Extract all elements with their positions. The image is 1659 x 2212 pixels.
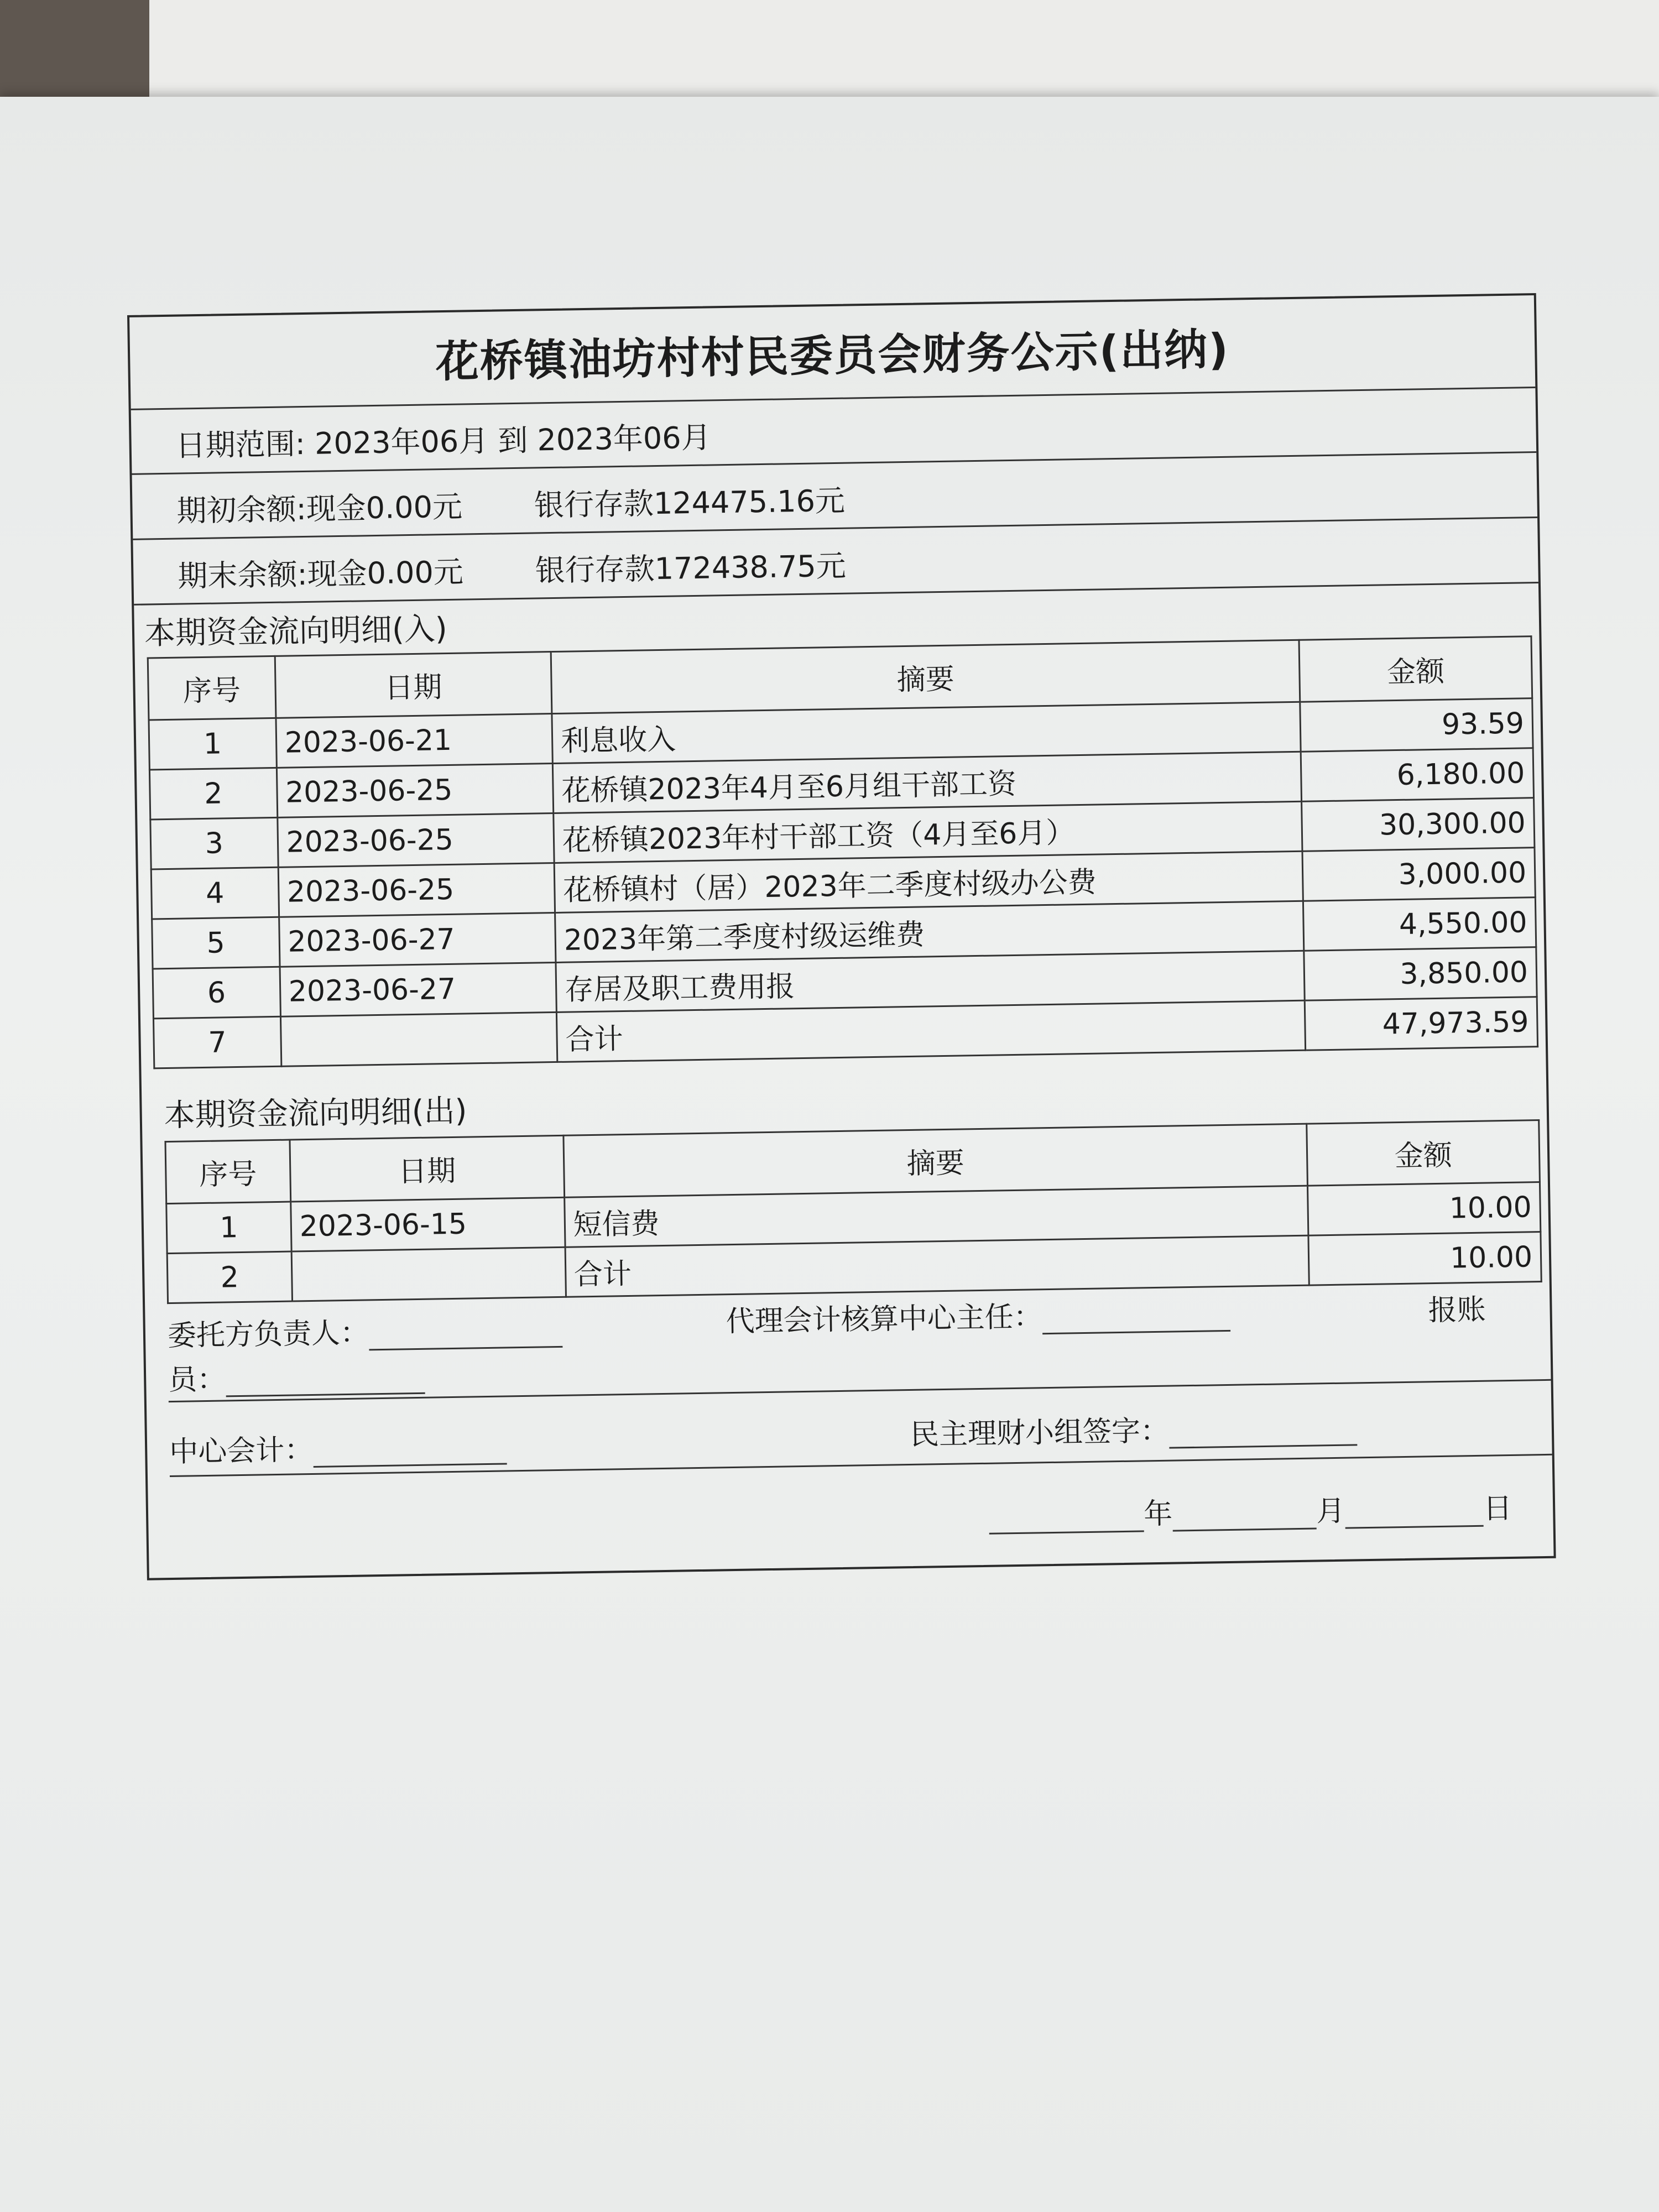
row-amount: 3,850.00 (1304, 947, 1537, 1001)
client-signature (167, 1306, 562, 1354)
header-idx: 序号 (148, 656, 275, 720)
report-title: 花桥镇油坊村村民委员会财务公示(出纳) (129, 295, 1535, 410)
row-summary: 存居及职工费用报 (556, 951, 1305, 1012)
row-amount: 47,973.59 (1305, 997, 1538, 1051)
year-label: 年 (1143, 1497, 1173, 1531)
header-date: 日期 (290, 1135, 564, 1202)
row-idx: 6 (153, 967, 280, 1019)
row-idx: 5 (152, 917, 280, 969)
row-date (291, 1247, 566, 1301)
row-summary: 2023年第二季度村级运维费 (555, 901, 1305, 962)
header-summary: 摘要 (563, 1124, 1307, 1197)
reimburse-label: 报账 (1428, 1293, 1486, 1328)
date-blanks (989, 1485, 1512, 1535)
month-label: 月 (1316, 1494, 1345, 1528)
income-section-title: 本期资金流向明细(入) (144, 611, 448, 652)
row-date: 2023-06-25 (278, 863, 555, 917)
opening-cash: 现金0.00元 (306, 489, 463, 526)
row-amount: 10.00 (1308, 1182, 1541, 1236)
staff-signature (168, 1353, 425, 1398)
row-date: 2023-06-27 (279, 912, 556, 967)
democratic-group-signature (910, 1404, 1357, 1453)
row-amount: 93.59 (1300, 698, 1533, 752)
row-date: 2023-06-25 (276, 764, 554, 818)
header-date: 日期 (275, 652, 552, 718)
row-amount: 10.00 (1308, 1232, 1541, 1286)
row-summary: 短信费 (564, 1186, 1308, 1247)
closing-label: 期末余额: (177, 556, 308, 594)
row-date: 2023-06-25 (277, 813, 554, 868)
row-date: 2023-06-27 (280, 962, 557, 1016)
staff-signature-label: 员： (168, 1363, 226, 1397)
center-accountant-label: 中心会计： (169, 1433, 314, 1469)
row-idx: 2 (149, 768, 277, 820)
header-amount: 金额 (1299, 637, 1532, 702)
expense-section-title: 本期资金流向明细(出) (164, 1093, 467, 1134)
row-idx: 1 (166, 1202, 291, 1254)
closing-bank: 银行存款172438.75元 (535, 548, 847, 588)
finance-report-form (127, 293, 1556, 1580)
row-summary: 合计 (556, 1000, 1306, 1062)
row-summary: 花桥镇2023年村干部工资（4月至6月） (554, 801, 1303, 863)
opening-label: 期初余额: (176, 491, 307, 529)
row-summary: 花桥镇村（居）2023年二季度村级办公费 (554, 851, 1303, 912)
row-summary: 合计 (565, 1235, 1310, 1297)
day-label: 日 (1483, 1491, 1512, 1526)
row-date (280, 1012, 557, 1066)
row-summary: 利息收入 (552, 702, 1301, 763)
row-summary: 花桥镇2023年4月至6月组干部工资 (552, 752, 1302, 813)
democratic-group-label: 民主理财小组签字： (910, 1414, 1170, 1452)
date-range: 日期范围: 2023年06月 到 2023年06月 (175, 420, 712, 463)
header-summary: 摘要 (551, 640, 1300, 713)
income-table (147, 635, 1538, 1069)
row-date: 2023-06-21 (276, 714, 553, 768)
row-idx: 2 (167, 1251, 292, 1303)
row-amount: 3,000.00 (1302, 848, 1535, 901)
opening-bank: 银行存款124475.16元 (534, 483, 846, 523)
row-idx: 3 (150, 817, 278, 869)
row-idx: 4 (151, 867, 279, 919)
client-signature-label: 委托方负责人： (167, 1316, 369, 1353)
header-idx: 序号 (165, 1140, 291, 1204)
row-amount: 4,550.00 (1303, 898, 1536, 951)
row-idx: 7 (153, 1016, 281, 1068)
expense-table (164, 1119, 1542, 1304)
center-director-signature (726, 1290, 1230, 1339)
row-date: 2023-06-15 (291, 1197, 565, 1251)
row-amount: 30,300.00 (1302, 798, 1535, 852)
center-director-label: 代理会计核算中心主任： (726, 1300, 1043, 1339)
header-amount: 金额 (1307, 1120, 1540, 1186)
center-accountant-signature (169, 1423, 507, 1470)
row-amount: 6,180.00 (1301, 748, 1534, 802)
row-idx: 1 (149, 718, 276, 770)
closing-cash: 现金0.00元 (307, 554, 464, 592)
